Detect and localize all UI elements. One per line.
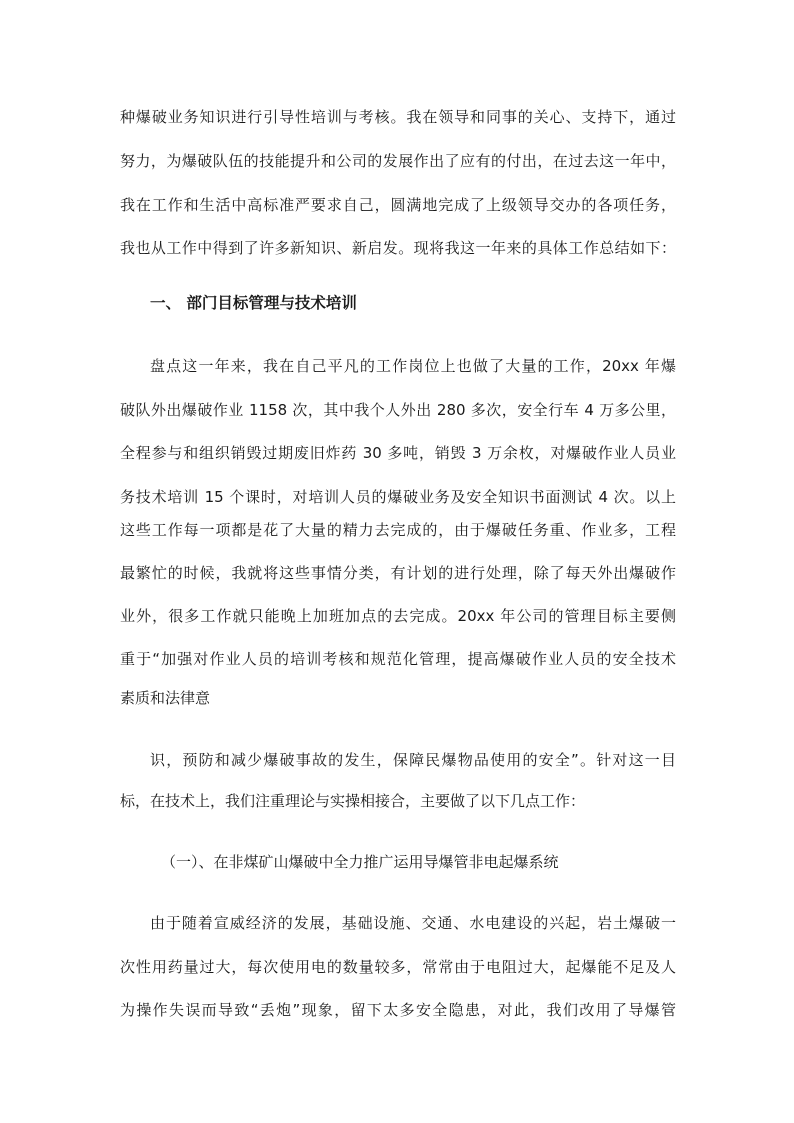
- text-line: 我也从工作中得到了许多新知识、新启发。现将我这一年来的具体工作总结如下：: [120, 239, 676, 257]
- text-line: 标，在技术上，我们注重理论与实操相接合，主要做了以下几点工作：: [120, 792, 586, 810]
- text-line: 种爆破业务知识进行引导性培训与考核。我在领导和同事的关心、支持下，通过: [120, 108, 676, 126]
- text-line: 破队外出爆破作业 1158 次，其中我个人外出 280 多次，安全行车 4 万多公里，: [120, 401, 676, 419]
- text-line: 重于“加强对作业人员的培训考核和规范化管理，提高爆破作业人员的安全技术: [120, 650, 676, 668]
- text-line: 努力，为爆破队伍的技能提升和公司的发展作出了应有的付出，在过去这一年中，: [120, 152, 676, 170]
- subsection-heading: （一）、在非煤矿山爆破中全力推广运用导爆管非电起爆系统: [161, 853, 559, 871]
- text-line: 这些工作每一项都是花了大量的精力去完成的，由于爆破任务重、作业多，工程: [120, 521, 676, 539]
- text-line: 务技术培训 15 个课时，对培训人员的爆破业务及安全知识书面测试 4 次。以上: [120, 488, 676, 506]
- text-line: 业外，很多工作就只能晚上加班加点的去完成。20xx 年公司的管理目标主要侧: [120, 607, 676, 625]
- text-line: 为操作失误而导致“丢炮”现象，留下太多安全隐患，对此，我们改用了导爆管: [120, 1001, 676, 1019]
- text-line: 次性用药量过大，每次使用电的数量较多，常常由于电阻过大，起爆能不足及人: [120, 958, 676, 976]
- text-line: 素质和法律意: [120, 689, 211, 707]
- text-line: 识，预防和减少爆破事故的发生，保障民爆物品使用的安全”。针对这一目: [150, 751, 676, 769]
- text-line: 全程参与和组织销毁过期废旧炸药 30 多吨，销毁 3 万余枚，对爆破作业人员业: [120, 444, 676, 462]
- text-line: 盘点这一年来，我在自己平凡的工作岗位上也做了大量的工作，20xx 年爆: [150, 357, 676, 375]
- text-line: 由于随着宣威经济的发展，基础设施、交通、水电建设的兴起，岩土爆破一: [150, 914, 676, 932]
- text-line: 最繁忙的时候，我就将这些事情分类，有计划的进行处理，除了每天外出爆破作: [120, 564, 676, 582]
- section-heading: 一、 部门目标管理与技术培训: [150, 294, 357, 312]
- text-line: 我在工作和生活中高标准严要求自己，圆满地完成了上级领导交办的各项任务，: [120, 196, 676, 214]
